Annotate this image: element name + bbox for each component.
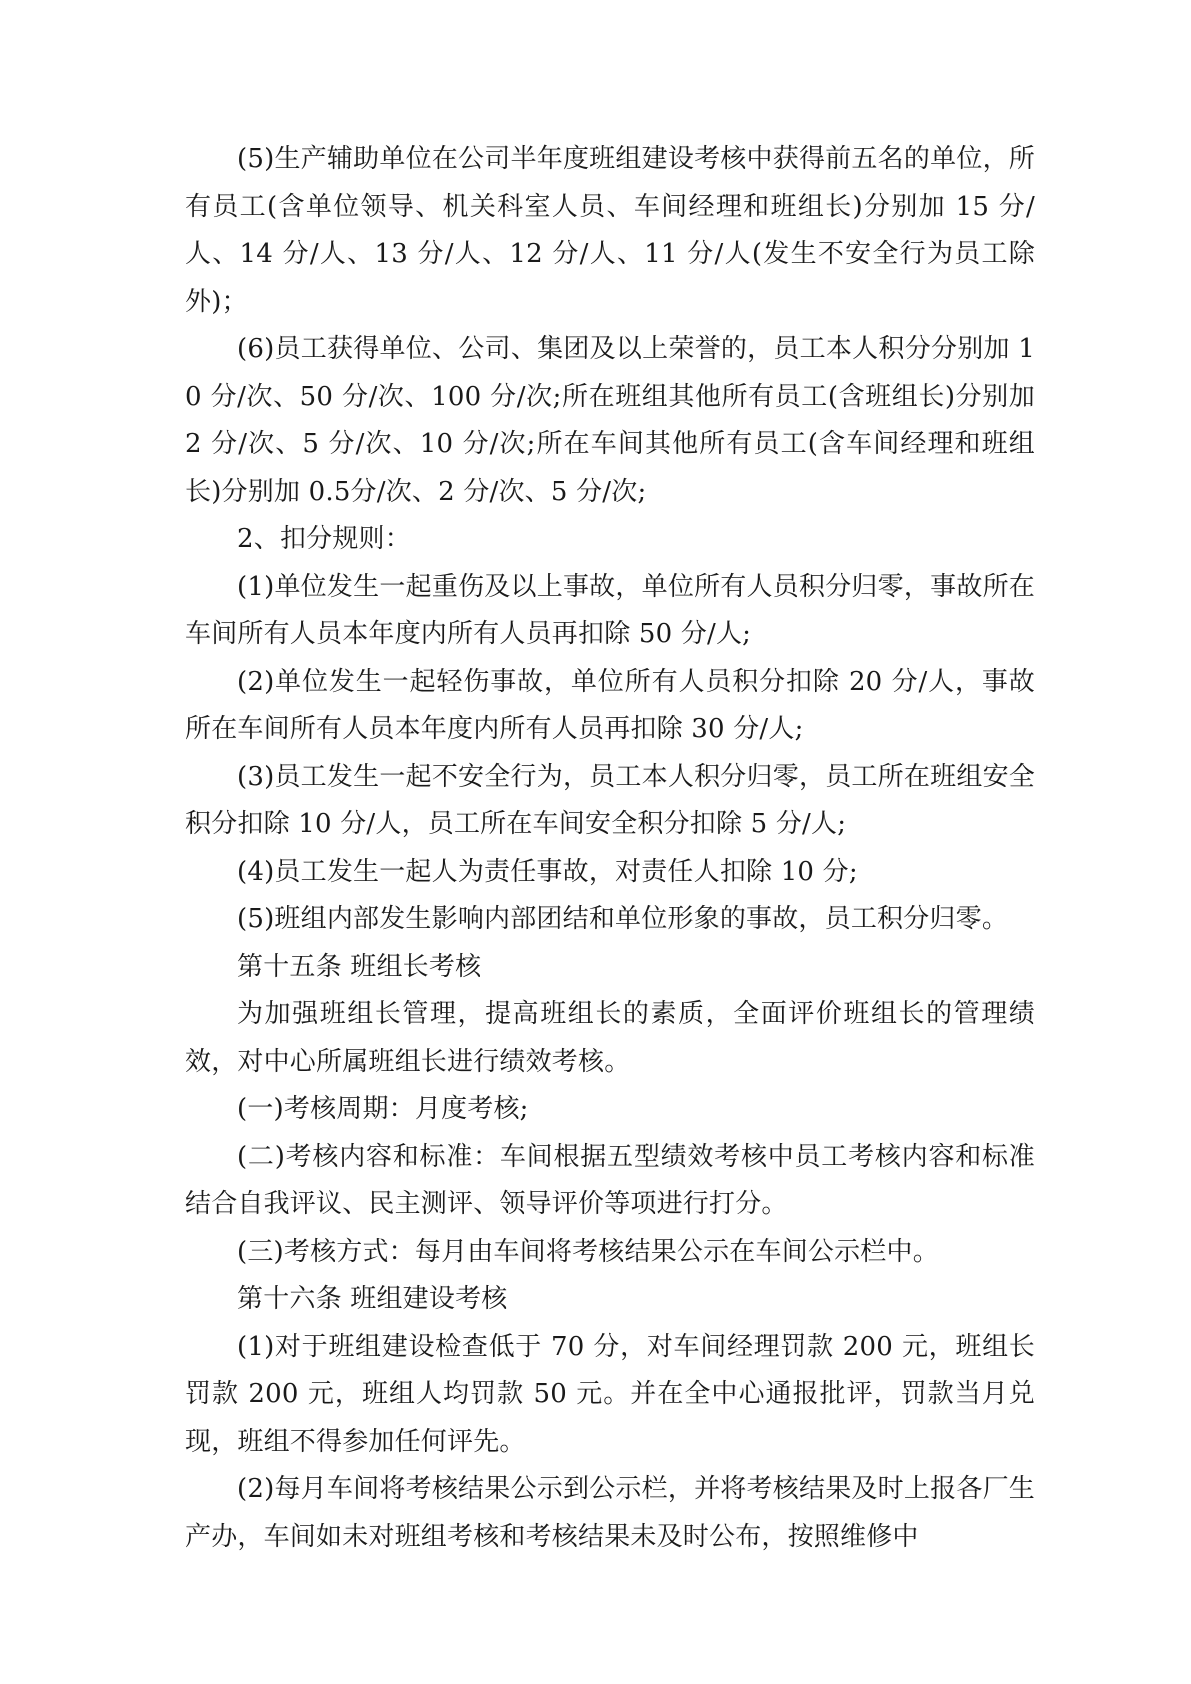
paragraph-assessment-content: (二)考核内容和标准：车间根据五型绩效考核中员工考核内容和标准结合自我评议、民主测评、领导评价等项进行打分。 — [185, 1141, 1035, 1219]
heading-article-15: 第十五条 班组长考核 — [237, 951, 482, 982]
paragraph-assessment-method: (三)考核方式：每月由车间将考核结果公示在车间公示栏中。 — [237, 1236, 939, 1267]
paragraph-deduction-minor-injury: (2)单位发生一起轻伤事故，单位所有人员积分扣除 20 分/人，事故所在车间所有人员本年度内所有人员再扣除 30 分/人; — [185, 666, 1035, 744]
paragraph-monthly-publication: (2)每月车间将考核结果公示到公示栏，并将考核结果及时上报各厂生产办，车间如未对班组考核和考核结果未及时公布，按照维修中 — [185, 1474, 1035, 1552]
paragraph-team-leader-purpose: 为加强班组长管理，提高班组长的素质，全面评价班组长的管理绩效，对中心所属班组长进行绩效考核。 — [185, 999, 1035, 1077]
paragraph-team-construction-penalty: (1)对于班组建设检查低于 70 分，对车间经理罚款 200 元，班组长罚款 200 元，班组人均罚款 50 元。并在全中心通报批评，罚款当月兑现，班组不得参加任何评先。 — [185, 1331, 1035, 1457]
heading-deduction-rules: 2、扣分规则： — [237, 524, 411, 554]
paragraph-deduction-responsibility-accident: (4)员工发生一起人为责任事故，对责任人扣除 10 分; — [237, 856, 858, 887]
heading-article-16: 第十六条 班组建设考核 — [237, 1284, 508, 1314]
paragraph-bonus-auxiliary-units: (5)生产辅助单位在公司半年度班组建设考核中获得前五名的单位，所有员工(含单位领导、机关科室人员、车间经理和班组长)分别加 15 分/人、14 分/人、13 分/人、12 分/人、11 分/人(发生不安全行为员工除外)； — [185, 144, 1035, 317]
paragraph-bonus-honors: (6)员工获得单位、公司、集团及以上荣誉的，员工本人积分分别加 10 分/次、50 分/次、100 分/次;所在班组其他所有员工(含班组长)分别加 2 分/次、5 分/次、10 分/次;所在车间其他所有员工(含车间经理和班组长)分别加 0.5分/次、2 分/次、5 分/次; — [185, 334, 1035, 507]
paragraph-deduction-unsafe-behavior: (3)员工发生一起不安全行为，员工本人积分归零，员工所在班组安全积分扣除 10 分/人，员工所在车间安全积分扣除 5 分/人; — [185, 761, 1035, 839]
document-body — [185, 136, 1035, 1561]
paragraph-deduction-team-unity: (5)班组内部发生影响内部团结和单位形象的事故，员工积分归零。 — [237, 904, 1009, 934]
paragraph-assessment-cycle: (一)考核周期：月度考核; — [237, 1094, 529, 1124]
paragraph-deduction-serious-injury: (1)单位发生一起重伤及以上事故，单位所有人员积分归零，事故所在车间所有人员本年度内所有人员再扣除 50 分/人; — [185, 571, 1035, 649]
